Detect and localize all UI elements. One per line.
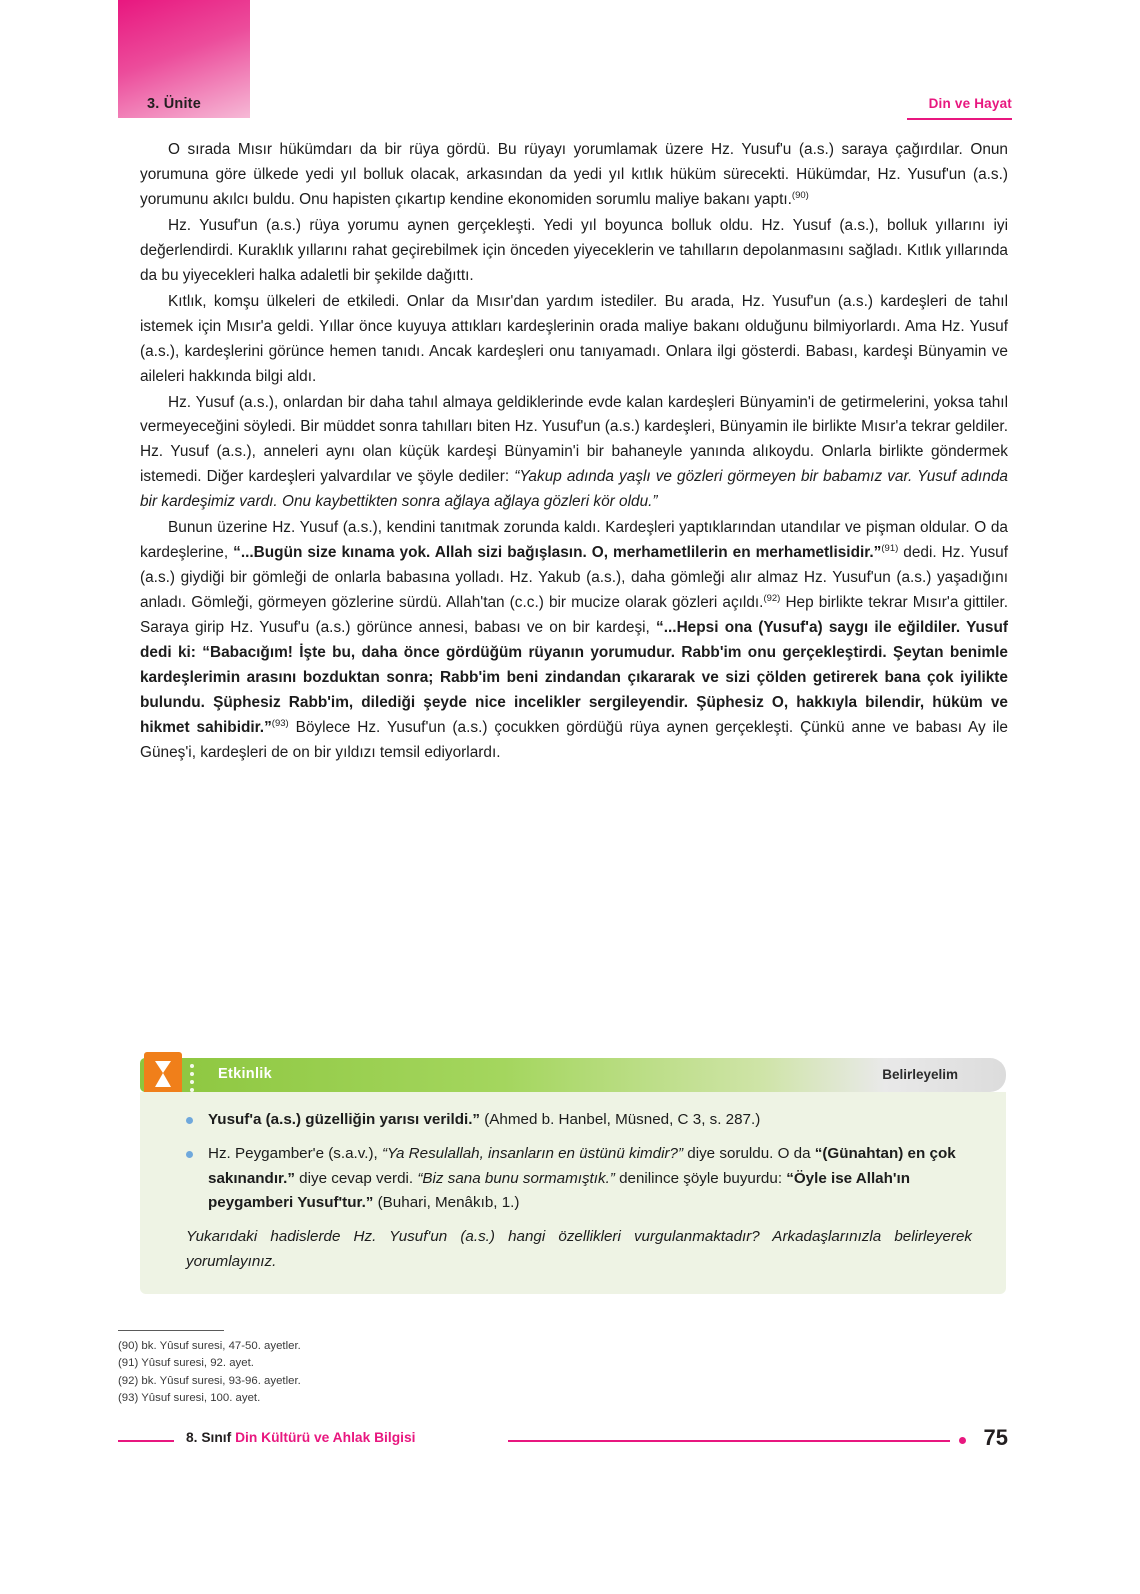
footnote-92: (92) bk. Yûsuf suresi, 93-96. ayetler. bbox=[118, 1374, 301, 1387]
activity-tag: Belirleyelim bbox=[882, 1067, 958, 1082]
unit-label: 3. Ünite bbox=[147, 96, 201, 112]
footnote-91: (91) Yûsuf suresi, 92. ayet. bbox=[118, 1357, 254, 1370]
paragraph-5-text-1: Bunun üzerine Hz. Yusuf (a.s.), kendini tanıtmak zorunda kaldı. Kardeşleri yaptıklarından utandılar ve pişman oldular. O da kardeşlerine, bbox=[140, 519, 1008, 562]
footnote-ref-92: (92) bbox=[763, 593, 781, 605]
paragraph-5 bbox=[140, 516, 1008, 766]
hadith-2-text-3: diye cevap verdi. bbox=[294, 1169, 418, 1187]
hadith-2-italic-1: “Ya Resulallah, insanların en üstünü kimdir?” bbox=[381, 1145, 684, 1163]
activity-header bbox=[140, 1058, 1006, 1092]
activity-box bbox=[140, 1058, 1006, 1294]
hadith-2-bold-1: “(Günahtan) en çok sakınandır.” bbox=[208, 1145, 956, 1187]
paragraph-4-quote: “Yakup adında yaşlı ve gözleri görmeyen bir babamız var. Yusuf adında bir kardeşimiz vardı. Onu kaybettikten sonra ağlaya ağlaya gözleri kör oldu.” bbox=[140, 468, 1008, 511]
hourglass-icon bbox=[144, 1052, 182, 1096]
footnote-ref-93: (93) bbox=[271, 717, 289, 729]
activity-title: Etkinlik bbox=[218, 1066, 272, 1082]
paragraph-1 bbox=[140, 138, 1008, 213]
page-footer bbox=[118, 1425, 1012, 1454]
footnote-ref-91: (91) bbox=[881, 543, 899, 555]
footnote-ref-90: (90) bbox=[791, 189, 809, 201]
paragraph-5-quote-2: “...Hepsi ona (Yusuf'a) saygı ile eğildiler. Yusuf dedi ki: “Babacığım! İşte bu, daha önce gördüğüm rüyanın yorumudur. Rabb'im onu gerçekleştirdi. Şeytan benimle kardeşlerimin arasını bozduktan sonra; Rabb'im beni zindandan çıkararak ve sizi çölden getirerek bana çok iyilikte bulundu. Şüphesiz Rabb'im, dilediği şeyde nice incelikler sergileyendir. Şüphesiz O, hakkıyla bilendir, hüküm ve hikmet sahibidir.” bbox=[140, 619, 1008, 736]
hadith-2-source: (Buhari, Menâkıb, 1.) bbox=[373, 1193, 520, 1211]
activity-dots-icon bbox=[190, 1064, 200, 1086]
paragraph-5-quote-1: “...Bugün size kınama yok. Allah sizi bağışlasın. O, merhametlilerin en merhametlisidir.” bbox=[233, 544, 882, 562]
hadith-2-text-2: diye soruldu. O da bbox=[683, 1145, 815, 1163]
paragraph-1-text: O sırada Mısır hükümdarı da bir rüya gördü. Bu rüyayı yorumlamak üzere Hz. Yusuf'u (a.s.) saraya çağırdılar. Onun yorumuna göre ülkede yedi yıl bolluk olacak, arkasından da yedi yıl kıtlık hüküm sürecekti. Hükümdar, Hz. Yusuf'un (a.s.) yorumunu akılcı buldu. Onu hapisten çıkartıp kendine ekonomiden sorumlu maliye bakanı yaptı. bbox=[140, 141, 1008, 208]
section-title: Din ve Hayat bbox=[928, 96, 1012, 111]
footer-course: Din Kültürü ve Ahlak Bilgisi bbox=[235, 1430, 416, 1445]
footnote-rule bbox=[118, 1330, 224, 1331]
hadith-2-text-4: denilince şöyle buyurdu: bbox=[614, 1169, 787, 1187]
footnote-90: (90) bk. Yûsuf suresi, 47-50. ayetler. bbox=[118, 1340, 301, 1352]
page-header bbox=[118, 96, 1012, 126]
list-item bbox=[174, 1142, 972, 1215]
paragraph-4 bbox=[140, 391, 1008, 516]
hadith-1-source: (Ahmed b. Hanbel, Müsned, C 3, s. 287.) bbox=[480, 1111, 761, 1128]
activity-question: Yukarıdaki hadislerde Hz. Yusuf'un (a.s.) hangi özellikleri vurgulanmaktadır? Arkadaşlarınızla belirleyerek yorumlayınız. bbox=[186, 1228, 972, 1270]
paragraph-5-text-3: Hep birlikte tekrar Mısır'a gittiler. Saraya girip Hz. Yusuf'u (a.s.) görünce annesi, babası ve on bir kardeşi, bbox=[140, 594, 1008, 637]
paragraph-5-text-2: dedi. Hz. Yusuf (a.s.) giydiği bir gömleği de onlarla babasına yolladı. Hz. Yakub (a.s.), daha gömleği alır almaz Hz. Yusuf'un (a.s.) yaşadığını anladı. Gömleği, görmeyen gözlerine sürdü. Allah'tan (c.c.) bir mucize olarak gözleri açıldı. bbox=[140, 544, 1008, 612]
paragraph-2: Hz. Yusuf'un (a.s.) rüya yorumu aynen gerçekleşti. Yedi yıl boyunca bolluk oldu. Hz. Yusuf (a.s.), bolluk yıllarını iyi değerlendirdi. Kuraklık yıllarını rahat geçirebilmek için önceden yiyeceklerin ve tahılların depolanmasını sağladı. Kıtlık yıllarında da bu yiyecekleri halka adaletli bir şekilde dağıttı. bbox=[140, 216, 1008, 284]
hadith-2-italic-2: “Biz sana bunu sormamıştık.” bbox=[417, 1169, 615, 1187]
footer-dot bbox=[959, 1437, 966, 1444]
footer-dash bbox=[118, 1440, 174, 1442]
hadith-2-bold-2: “Öyle ise Allah'ın peygamberi Yusuf'tur.” bbox=[208, 1169, 911, 1211]
page-number: 75 bbox=[983, 1425, 1008, 1450]
paragraph-4-text: Hz. Yusuf (a.s.), onlardan bir daha tahıl almaya geldiklerinde evde kalan kardeşleri Bünyamin'i de getirmelerini, yoksa tahıl vermeyeceğini söyledi. Bir müddet sonra tahılları biten Hz. Yusuf'un (a.s.) kardeşleri, Bünyamin ile birlikte Mısır'a tekrar geldiler. Hz. Yusuf (a.s.), anneleri aynı olan küçük kardeşi Bünyamin'i bir bahaneyle yanında alıkoydu. Onlarla birlikte göndermek istemedi. Diğer kardeşleri yalvardılar ve şöyle dediler: bbox=[140, 393, 1008, 486]
header-rule bbox=[907, 118, 1012, 120]
footnotes bbox=[118, 1330, 618, 1407]
footnote-93: (93) Yûsuf suresi, 100. ayet. bbox=[118, 1391, 261, 1404]
footer-grade: 8. Sınıf bbox=[186, 1430, 236, 1445]
activity-content bbox=[140, 1092, 1006, 1294]
hadith-list bbox=[174, 1108, 972, 1215]
hadith-2-text-1: Hz. Peygamber'e (s.a.v.), bbox=[208, 1145, 382, 1163]
page-content bbox=[140, 138, 1008, 767]
paragraph-3: Kıtlık, komşu ülkeleri de etkiledi. Onlar da Mısır'dan yardım istediler. Bu arada, Hz. Yusuf'un (a.s.) kardeşleri de tahıl istemek için Mısır'a geldi. Yıllar önce kuyuya attıkları kardeşlerinin orada maliye bakanı olduğunu bilmiyorlardı. Ama Hz. Yusuf (a.s.), kardeşlerini görünce hemen tanıdı. Ancak kardeşleri onu tanıyamadı. Onlara ilgi gösterdi. Babası, kardeşi Bünyamin ve aileleri hakkında bilgi aldı. bbox=[140, 292, 1008, 385]
hadith-1-bold: Yusuf'a (a.s.) güzelliğin yarısı verildi.” bbox=[208, 1111, 481, 1128]
footer-title bbox=[186, 1430, 415, 1445]
paragraph-5-text-4: Böylece Hz. Yusuf'un (a.s.) çocukken gördüğü rüya aynen gerçekleşti. Çünkü anne ve babası Ay ile Güneş'i, kardeşleri de on bir yıldızı temsil ediyorlardı. bbox=[140, 718, 1008, 761]
footer-rule bbox=[508, 1440, 950, 1442]
list-item bbox=[174, 1108, 972, 1132]
